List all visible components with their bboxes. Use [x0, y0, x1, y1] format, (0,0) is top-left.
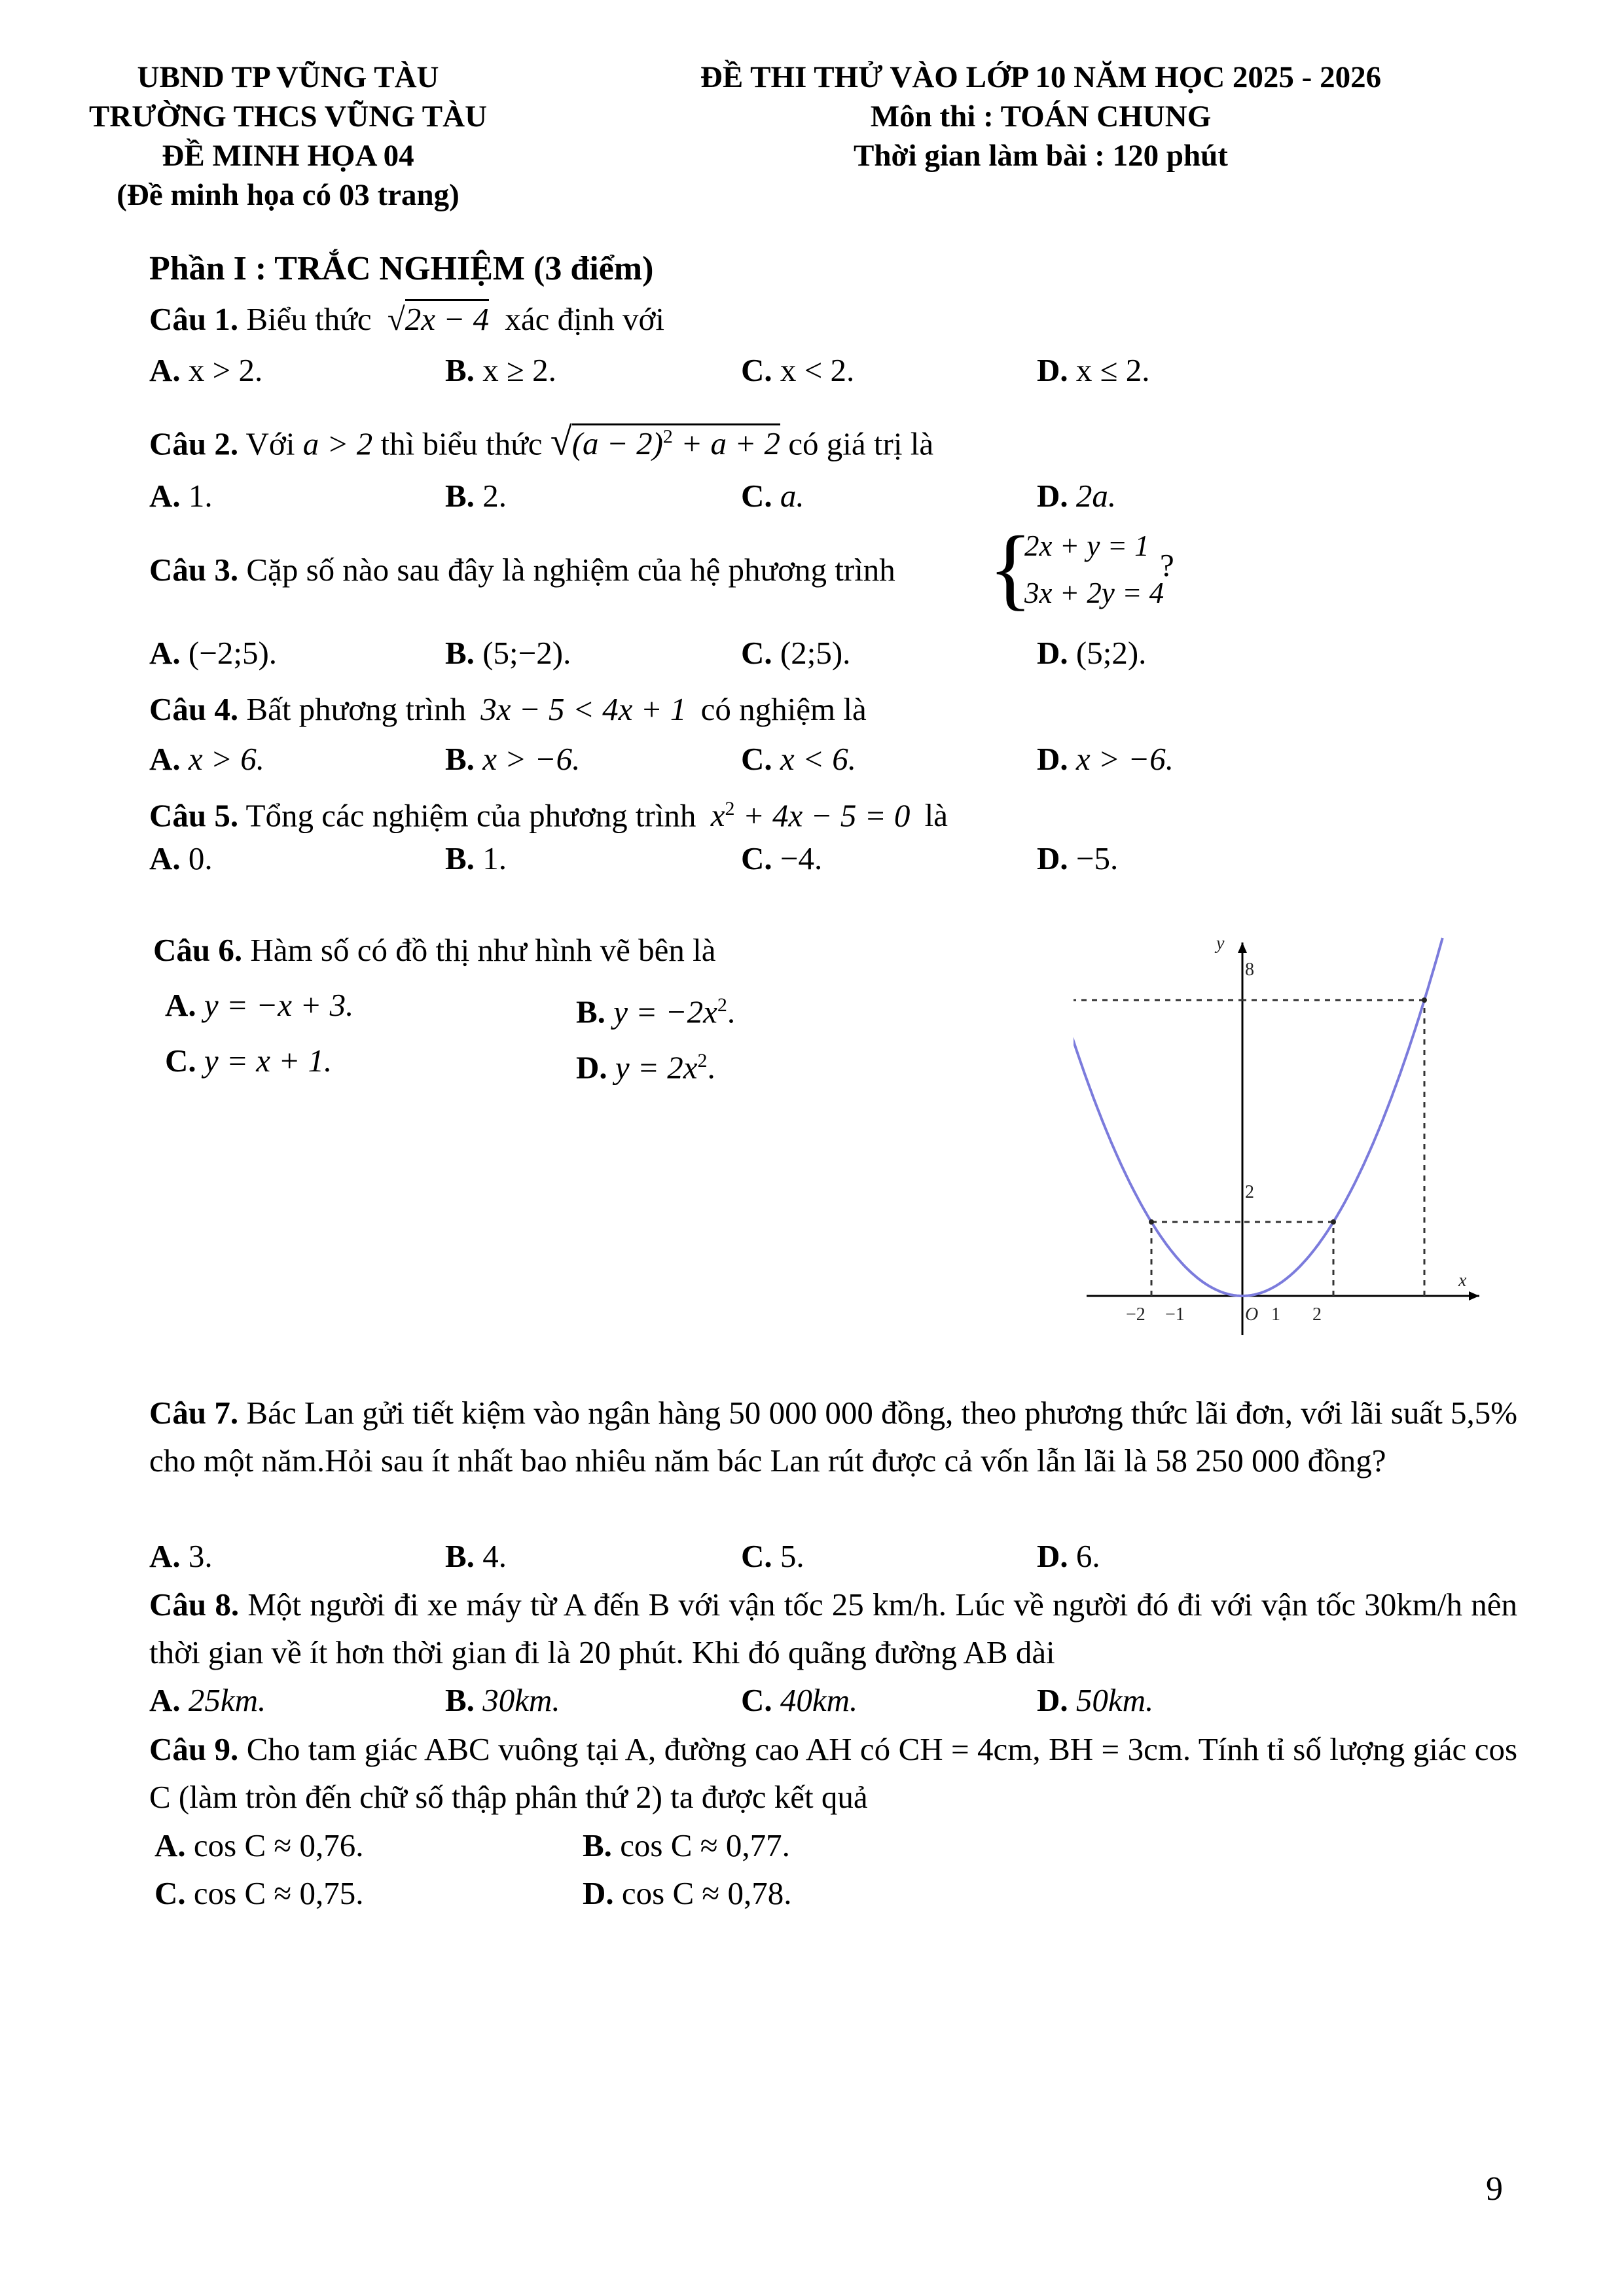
question-4: Câu 4. Bất phương trình 3x − 5 < 4x + 1 có nghiệm là — [149, 691, 867, 727]
q2-option-c: C. a. — [741, 478, 804, 514]
q6-option-c: C. y = x + 1. — [165, 1043, 333, 1079]
question-9: Câu 9. Cho tam giác ABC vuông tại A, đường cao AH có CH = 4cm, BH = 3cm. Tính tỉ số lượng giác cos C (làm tròn đến chữ số thập phân thứ 2) ta được kết quả — [149, 1731, 1518, 1815]
y-tick-8: 8 — [1245, 960, 1254, 980]
y-tick-2: 2 — [1245, 1182, 1254, 1202]
q8-option-d: D. 50km. — [1037, 1682, 1154, 1718]
q1-option-d: D. x ≤ 2. — [1037, 352, 1150, 388]
q3-option-c: C. (2;5). — [741, 635, 851, 671]
x-axis-arrow — [1469, 1291, 1479, 1300]
section-title: Phần I : TRẮC NGHIỆM (3 điểm) — [149, 250, 654, 287]
question-6: Câu 6. Hàm số có đồ thị như hình vẽ bên là — [153, 932, 716, 968]
q4-option-d: D. x > −6. — [1037, 741, 1174, 777]
question-text-end: xác định với — [505, 301, 664, 337]
question-3: Câu 3. Cặp số nào sau đây là nghiệm của hệ phương trình — [149, 552, 895, 588]
q4-option-b: B. x > −6. — [445, 741, 581, 777]
q4-option-c: C. x < 6. — [741, 741, 856, 777]
q7-option-d: D. 6. — [1037, 1538, 1100, 1574]
q5-option-c: C. −4. — [741, 840, 823, 876]
q1-option-c: C. x < 2. — [741, 352, 855, 388]
header-left — [65, 58, 511, 215]
header-subject: Môn thi : TOÁN CHUNG — [870, 99, 1212, 134]
sqrt-expression: √ — [550, 420, 572, 463]
parabola-curve — [1074, 938, 1443, 1296]
q2-option-d: D. 2a. — [1037, 478, 1117, 514]
q7-option-a: A. 3. — [149, 1538, 213, 1574]
graph-point-3 — [1422, 997, 1427, 1003]
q8-option-a: A. 25km. — [149, 1682, 266, 1718]
y-axis-label: y — [1216, 933, 1225, 954]
q8-option-b: B. 30km. — [445, 1682, 560, 1718]
page-number: 9 — [1486, 2170, 1503, 2208]
header-right — [655, 58, 1427, 175]
header-duration: Thời gian làm bài : 120 phút — [854, 139, 1228, 173]
q1-option-a: A. x > 2. — [149, 352, 263, 388]
x-tick-neg2: −2 — [1126, 1304, 1146, 1325]
q4-option-a: A. x > 6. — [149, 741, 264, 777]
q6-option-a: A. y = −x + 3. — [165, 987, 354, 1023]
header-school: TRƯỜNG THCS VŨNG TÀU — [88, 99, 488, 134]
q7-option-b: B. 4. — [445, 1538, 507, 1574]
x-axis-label: x — [1458, 1270, 1467, 1291]
question-text: Biểu thức — [246, 301, 372, 337]
x-tick-2: 2 — [1312, 1304, 1322, 1325]
q2-option-b: B. 2. — [445, 478, 507, 514]
question-1 — [149, 296, 664, 343]
header-exam-code: ĐỀ MINH HỌA 04 — [162, 139, 414, 173]
graph-point-2 — [1331, 1219, 1336, 1225]
x-tick-neg1: −1 — [1165, 1304, 1185, 1325]
question-2: Câu 2. Với a > 2 thì biểu thức $√(a - 2)^2 + a + 2$ có giá trị là — [149, 420, 934, 463]
q3-option-b: B. (5;−2). — [445, 635, 571, 671]
question-7: Câu 7. Bác Lan gửi tiết kiệm vào ngân hàng 50 000 000 đồng, theo phương thức lãi đơn, với lãi suất 5,5% cho một năm.Hỏi sau ít nhất bao nhiêu năm bác Lan rút được cả vốn lẫn lãi là 58 250 000 đồng? — [149, 1395, 1518, 1479]
q9-option-b: B. cos C ≈ 0,77. — [583, 1827, 790, 1863]
y-axis-arrow — [1238, 942, 1247, 953]
q9-option-d: D. cos C ≈ 0,78. — [583, 1875, 792, 1911]
question-number: Câu 1. — [149, 301, 239, 337]
header-authority: UBND TP VŨNG TÀU — [137, 60, 439, 94]
parabola-graph — [1074, 929, 1492, 1348]
x-tick-1: 1 — [1271, 1304, 1280, 1325]
q1-option-b: B. x ≥ 2. — [445, 352, 556, 388]
q3-option-d: D. (5;2). — [1037, 635, 1147, 671]
header-exam-title: ĐỀ THI THỬ VÀO LỚP 10 NĂM HỌC 2025 - 2026 — [700, 60, 1382, 94]
question-8: Câu 8. Một người đi xe máy từ A đến B với vận tốc 25 km/h. Lúc về người đó đi với vận tốc 30km/h nên thời gian về ít hơn thời gian đi là 20 phút. Khi đó quãng đường AB dài — [149, 1587, 1518, 1670]
sqrt-expression: √2x − 4 — [388, 301, 489, 337]
q6-option-b: B. $y = -2x^2$. — [576, 994, 736, 1030]
origin-label: O — [1245, 1304, 1259, 1325]
q6-option-d: D. $y = 2x^2$. — [576, 1049, 715, 1086]
q5-option-b: B. 1. — [445, 840, 507, 876]
q5-option-a: A. 0. — [149, 840, 213, 876]
q7-option-c: C. 5. — [741, 1538, 804, 1574]
q3-option-a: A. (−2;5). — [149, 635, 278, 671]
graph-point-1 — [1149, 1219, 1154, 1225]
q9-option-c: C. cos C ≈ 0,75. — [154, 1875, 364, 1911]
question-5: Câu 5. Tổng các nghiệm của phương trình $x^2 + 4x - 5 = 0$ là — [149, 797, 948, 834]
header-page-count: (Đề minh họa có 03 trang) — [117, 178, 460, 212]
q9-option-a: A. cos C ≈ 0,76. — [154, 1827, 364, 1863]
q8-option-c: C. 40km. — [741, 1682, 858, 1718]
q5-option-d: D. −5. — [1037, 840, 1119, 876]
q2-option-a: A. 1. — [149, 478, 213, 514]
